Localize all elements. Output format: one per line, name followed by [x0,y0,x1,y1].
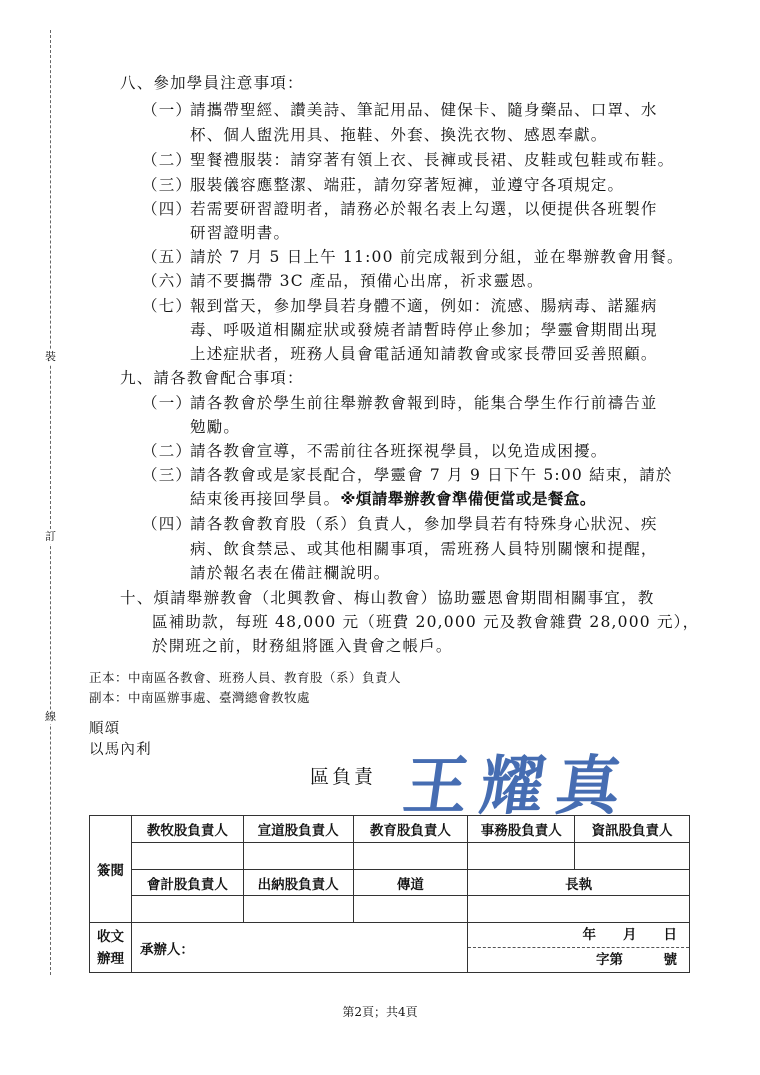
item-number: （七） [142,297,193,315]
role-header: 出納股負責人 [243,870,353,896]
copies-cc: 副本：中南區辦事處、臺灣總會教牧處 [89,690,311,705]
sign-off-table [89,815,690,973]
review-label: 簽閱 [96,863,124,879]
item-number: （一） [142,394,193,412]
role-header: 事務股負責人 [468,816,575,843]
item-number: （二） [142,151,193,169]
item-text: 請於報名表在備註欄說明。 [190,564,391,582]
item-number: （三） [142,466,193,484]
item-text: 杯、個人盥洗用具、拖鞋、外套、換洗衣物、感恩奉獻。 [190,126,608,144]
item-number: （二） [142,442,193,460]
item-text: 請各教會於學生前往舉辦教會報到時，能集合學生作行前禱告並 [190,394,658,412]
review-label-cell [90,816,132,923]
item-number: （一） [142,101,193,119]
binding-mark-ding: 訂 [45,530,56,543]
item-number: （五） [142,248,193,266]
page-footer: 第2頁；共4頁 [342,1005,418,1019]
signature-image [399,735,640,827]
item-text: 結束後再接回學員。 [190,490,341,508]
copies-main: 正本：中南區各教會、班務人員、教育股（系）負責人 [89,670,402,685]
signature-cell[interactable] [131,843,243,870]
signature-cell[interactable] [353,896,468,923]
handler-cell[interactable] [131,923,467,973]
signature-cell[interactable] [353,843,468,870]
item-text: 請於 7 月 5 日上午 11:00 前完成報到分組，並在舉辦教會用餐。 [190,248,684,266]
section9-heading: 九、請各教會配合事項： [120,369,304,387]
closing-line1: 順頌 [89,721,121,737]
signature-cell[interactable] [468,896,690,923]
item-text: 勉勵。 [190,418,241,436]
section10-text: 區補助款，每班 48,000 元（班費 20,000 元及教會雜費 28,000 元）， [152,613,700,631]
role-header: 教牧股負責人 [131,816,243,843]
binding-mark-zhuang: 裝 [45,350,56,363]
document-number-line: 字第 號 [596,952,677,968]
role-header: 會計股負責人 [131,870,243,896]
signature-cell[interactable] [243,843,353,870]
item-number: （三） [142,176,193,194]
item-text: 上述症狀者，班務人員會電話通知請教會或家長帶回妥善照顧。 [190,345,658,363]
date-line: 年 月 日 [468,923,689,948]
item-text: 請各教會或是家長配合，學靈會 7 月 9 日下午 5:00 結束，請於 [190,466,673,484]
item-number: （四） [142,515,193,533]
item-number: （四） [142,200,193,218]
bold-note: ※煩請舉辦教會準備便當或是餐盒。 [340,490,596,508]
signature-cell[interactable] [575,843,690,870]
item-text: 請攜帶聖經、讚美詩、筆記用品、健保卡、隨身藥品、口罩、水 [190,101,658,119]
item-text: 研習證明書。 [190,224,291,242]
role-header: 長執 [468,870,690,896]
binding-mark-xian: 線 [45,710,56,723]
item-text-with-note [190,488,596,510]
processing-label: 辦理 [96,950,124,967]
item-text: 若需要研習證明者，請務必於報名表上勾選，以便提供各班製作 [190,200,658,218]
item-text: 病、飲食禁忌、或其他相關事項，需班務人員特別關懷和提醒， [190,540,658,558]
item-text: 請各教會教育股（系）負責人，參加學員若有特殊身心狀況、疾 [190,515,658,533]
item-text: 報到當天，參加學員若身體不適，例如：流感、腸病毒、諾羅病 [190,297,658,315]
section10-text: 於開班之前，財務組將匯入貴會之帳戶。 [152,637,453,655]
section8-heading: 八、參加學員注意事項： [120,74,304,92]
receipt-label: 收文 [96,928,124,945]
closing-line2: 以馬內利 [89,742,152,758]
item-text: 請不要攜帶 3C 產品，預備心出席，祈求靈恩。 [190,272,544,290]
item-text: 聖餐禮服裝：請穿著有領上衣、長褲或長裙、皮鞋或包鞋或布鞋。 [190,151,675,169]
section10-text: 十、煩請舉辦教會（北興教會、梅山教會）協助靈恩會期間相關事宜，教 [120,589,655,607]
role-header: 資訊股負責人 [575,816,690,843]
role-header: 教育股負責人 [353,816,468,843]
signature-cell[interactable] [468,843,575,870]
item-text: 服裝儀容應整潔、端莊，請勿穿著短褲，並遵守各項規定。 [190,176,625,194]
signature-cell[interactable] [243,896,353,923]
receipt-label-cell [90,923,132,973]
item-text: 請各教會宣導，不需前往各班探視學員，以免造成困擾。 [190,442,608,460]
role-header: 宣道股負責人 [243,816,353,843]
signature-text: 王耀真 [398,749,638,824]
signer-title: 區負責 [310,766,377,788]
item-text: 毒、呼吸道相關症狀或發燒者請暫時停止參加；學靈會期間出現 [190,321,658,339]
item-number: （六） [142,272,193,290]
date-number-cell[interactable] [468,923,690,973]
signature-cell[interactable] [131,896,243,923]
binding-line [50,30,51,975]
handler-label: 承辦人： [139,941,194,958]
role-header: 傳道 [353,870,468,896]
